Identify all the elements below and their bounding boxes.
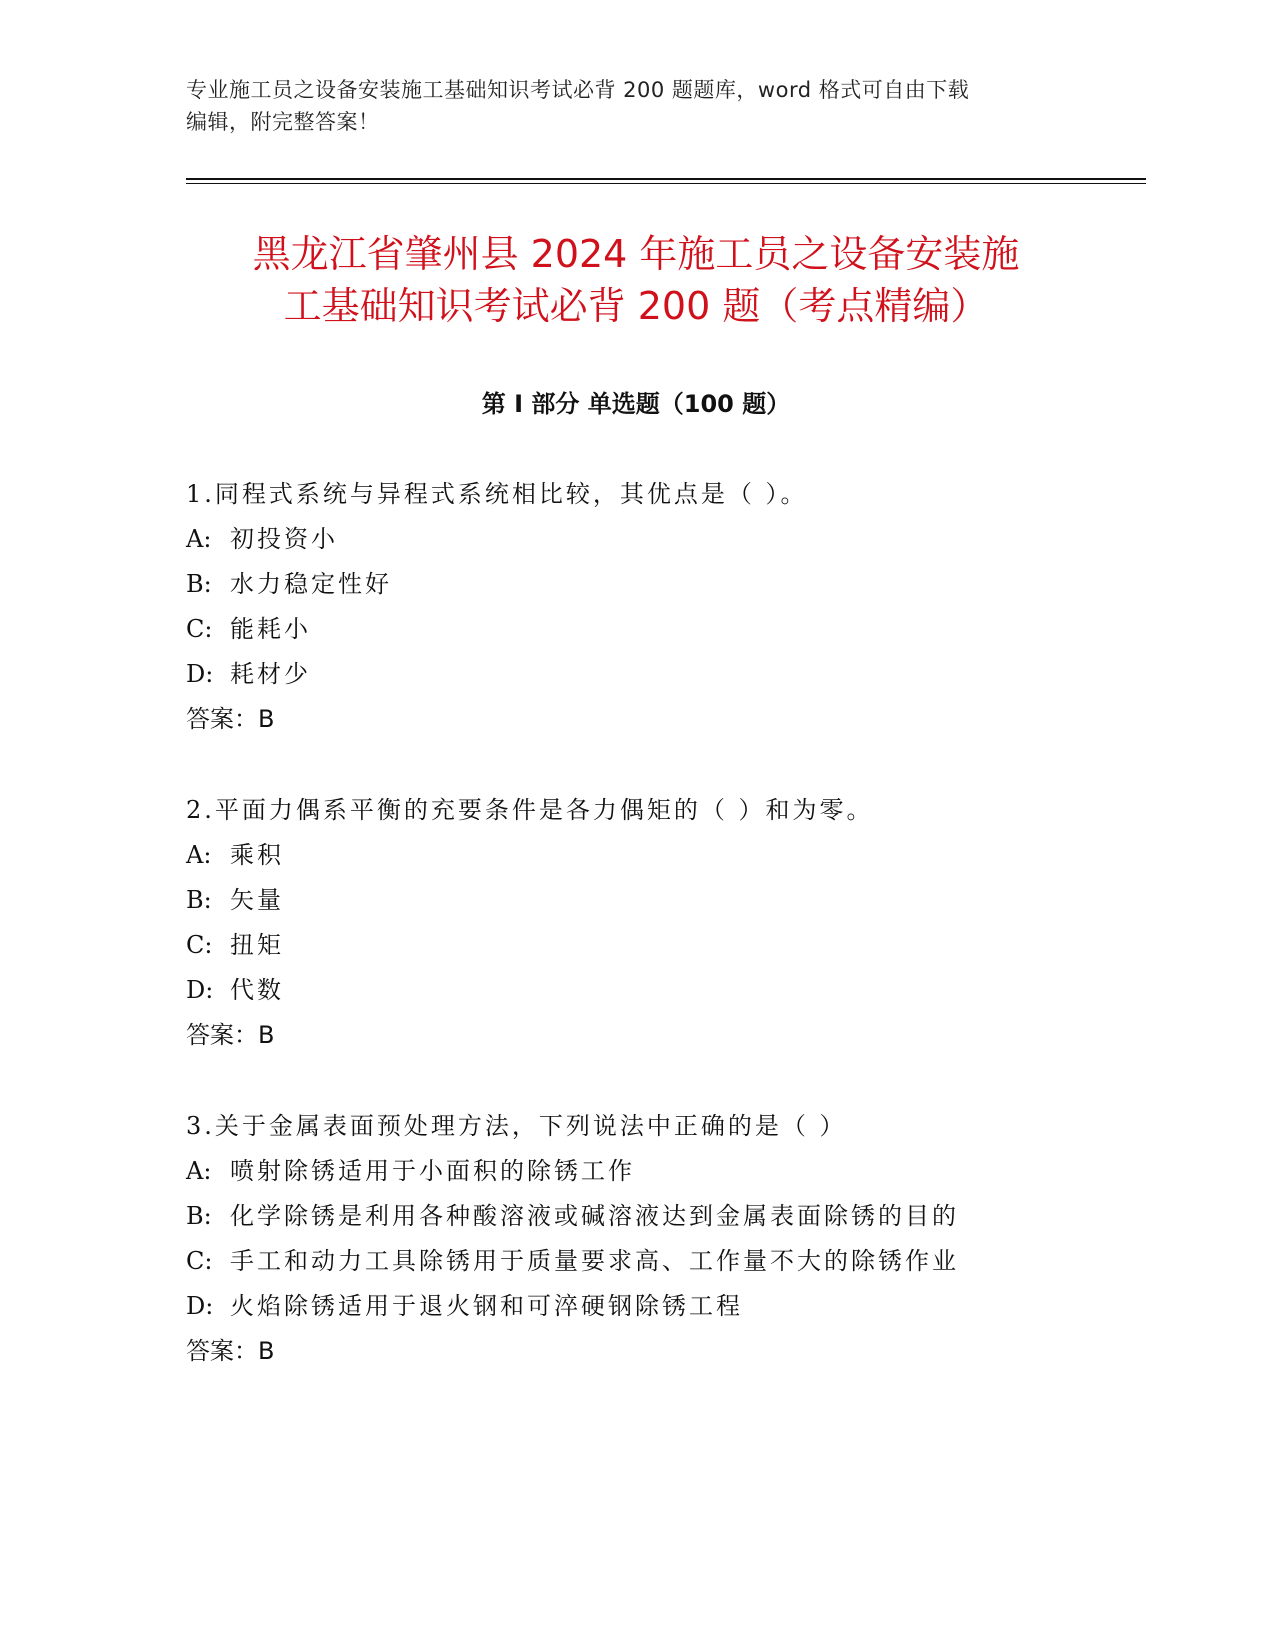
option-a <box>186 1149 1146 1194</box>
option-c <box>186 923 1146 968</box>
answer-line: 答案：B <box>186 705 275 733</box>
section-heading: 第 I 部分 单选题（100 题） <box>481 390 791 418</box>
option-b <box>186 1194 1146 1239</box>
option-text: 扭矩 <box>230 931 284 959</box>
option-letter: A: <box>186 525 212 553</box>
option-text: 水力稳定性好 <box>230 570 392 598</box>
option-letter: B: <box>186 886 212 914</box>
option-text: 初投资小 <box>230 525 338 553</box>
answer-line: 答案：B <box>186 1021 275 1049</box>
option-d <box>186 968 1146 1013</box>
option-letter: C: <box>186 931 213 959</box>
option-letter: C: <box>186 615 213 643</box>
question-1 <box>186 472 1146 742</box>
option-d <box>186 652 1146 697</box>
option-text: 火焰除锈适用于退火钢和可淬硬钢除锈工程 <box>230 1292 743 1320</box>
question-3 <box>186 1104 1146 1374</box>
question-text: 2.平面力偶系平衡的充要条件是各力偶矩的（ ）和为零。 <box>186 796 874 824</box>
option-b <box>186 562 1146 607</box>
header-divider-thick <box>186 178 1146 180</box>
option-c <box>186 1239 1146 1284</box>
option-text: 矢量 <box>230 886 284 914</box>
document-title-line-2: 工基础知识考试必背 200 题（考点精编） <box>283 284 989 328</box>
option-letter: C: <box>186 1247 213 1275</box>
document-title-line-1: 黑龙江省肇州县 2024 年施工员之设备安装施 <box>252 232 1020 276</box>
option-letter: D: <box>186 1292 214 1320</box>
option-letter: D: <box>186 660 214 688</box>
option-text: 喷射除锈适用于小面积的除锈工作 <box>230 1157 635 1185</box>
question-text: 1.同程式系统与异程式系统相比较，其优点是（ ）。 <box>186 480 808 508</box>
option-letter: B: <box>186 1202 212 1230</box>
option-text: 代数 <box>230 976 284 1004</box>
option-text: 化学除锈是利用各种酸溶液或碱溶液达到金属表面除锈的目的 <box>230 1202 959 1230</box>
option-text: 耗材少 <box>230 660 311 688</box>
answer-line: 答案：B <box>186 1337 275 1365</box>
option-text: 乘积 <box>230 841 284 869</box>
option-letter: B: <box>186 570 212 598</box>
header-note-line-1: 专业施工员之设备安装施工基础知识考试必背 200 题题库，word 格式可自由下载 <box>186 78 970 102</box>
option-b <box>186 878 1146 923</box>
header-note-line-2: 编辑，附完整答案！ <box>186 110 380 134</box>
question-2 <box>186 788 1146 1058</box>
document-title <box>186 228 1086 332</box>
option-letter: A: <box>186 841 212 869</box>
option-c <box>186 607 1146 652</box>
option-d <box>186 1284 1146 1329</box>
header-divider-thin <box>186 183 1146 184</box>
option-text: 手工和动力工具除锈用于质量要求高、工作量不大的除锈作业 <box>230 1247 959 1275</box>
option-letter: D: <box>186 976 214 1004</box>
header-note <box>186 74 1086 138</box>
option-a <box>186 517 1146 562</box>
option-a <box>186 833 1146 878</box>
option-letter: A: <box>186 1157 212 1185</box>
question-text: 3.关于金属表面预处理方法，下列说法中正确的是（ ） <box>186 1112 847 1140</box>
option-text: 能耗小 <box>230 615 311 643</box>
